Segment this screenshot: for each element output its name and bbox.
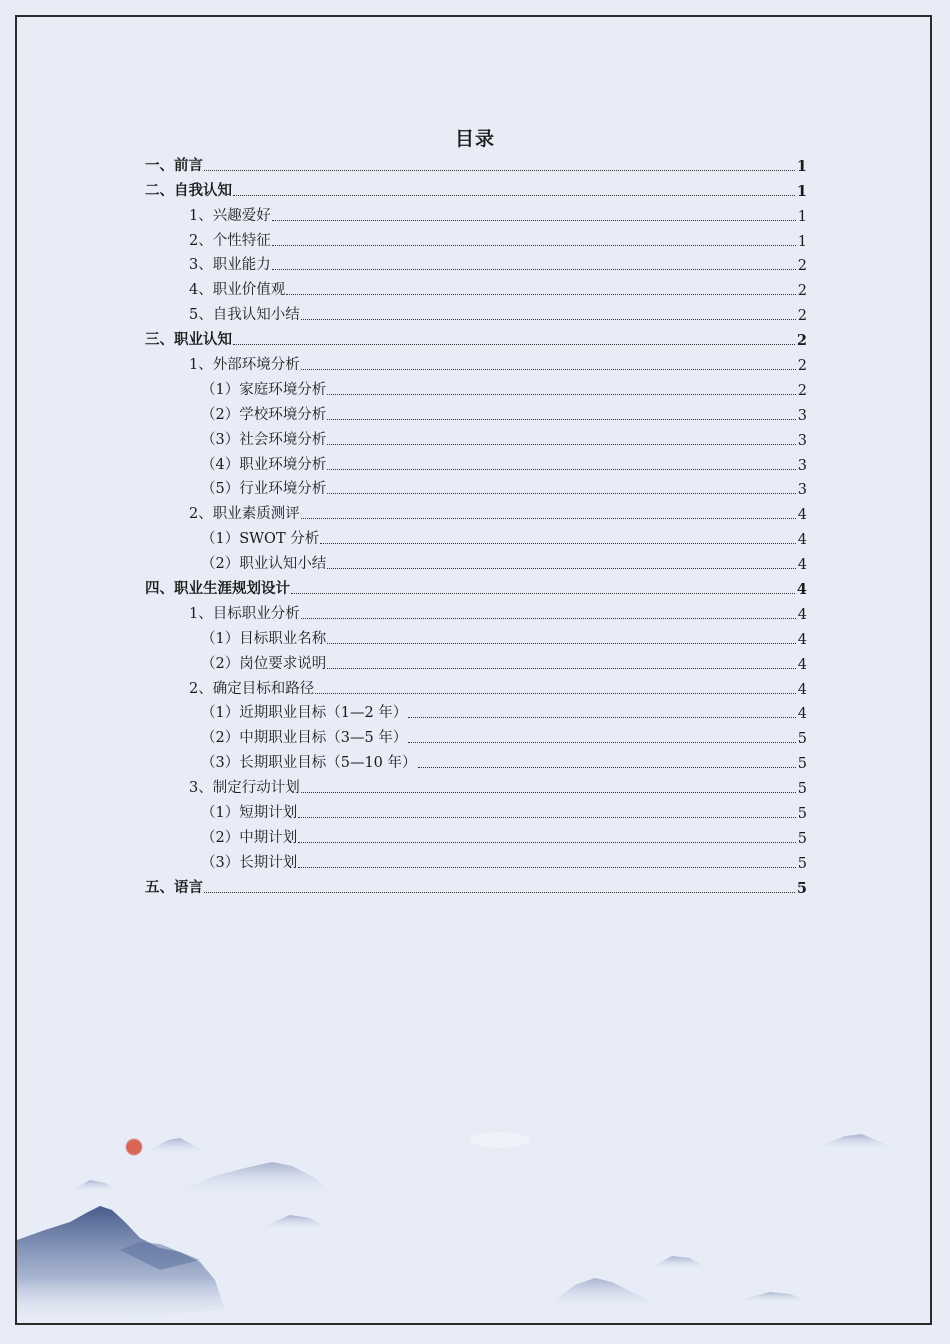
- dot-leader: [327, 568, 796, 569]
- dot-leader: [301, 369, 796, 370]
- toc-entry-label: 二、自我认知: [145, 181, 232, 199]
- distant-mountain: [650, 1256, 710, 1270]
- toc-entry[interactable]: [145, 449, 807, 474]
- distant-mountain: [260, 1215, 330, 1230]
- toc-entry[interactable]: [145, 225, 807, 250]
- toc-entry[interactable]: [145, 822, 807, 847]
- mountain-foreground: [555, 1278, 660, 1310]
- toc-entry-label: （4）职业环境分析: [201, 456, 327, 473]
- toc-entry-label: （5）行业环境分析: [201, 481, 327, 498]
- toc-entry-label: （1）短期计划: [201, 805, 298, 822]
- dot-leader: [408, 717, 795, 718]
- toc-entry-label: （2）中期职业目标（3—5 年）: [201, 730, 408, 747]
- dot-leader: [204, 892, 795, 893]
- toc-entry[interactable]: [145, 474, 807, 499]
- toc-page-number: 3: [797, 432, 807, 449]
- dot-leader: [204, 170, 795, 171]
- toc-entry[interactable]: [145, 872, 807, 897]
- dot-leader: [298, 817, 796, 818]
- toc-page-number: 4: [797, 706, 807, 723]
- toc-entry[interactable]: [145, 200, 807, 225]
- dot-leader: [327, 469, 796, 470]
- toc-entry[interactable]: [145, 175, 807, 200]
- dot-leader: [301, 518, 796, 519]
- dot-leader: [301, 319, 796, 320]
- toc-entry-label: 一、前言: [145, 156, 203, 174]
- dot-leader: [298, 842, 796, 843]
- dot-leader: [233, 344, 795, 345]
- toc-page-number: 5: [797, 806, 807, 823]
- toc-page-number: 4: [797, 681, 807, 698]
- toc-entry-label: （1）SWOT 分析: [201, 531, 320, 548]
- toc-entry-label: 五、语言: [145, 878, 203, 896]
- toc-page-number: 4: [797, 507, 807, 524]
- mountain-foreground: [17, 1206, 225, 1325]
- toc-entry[interactable]: [145, 299, 807, 324]
- toc-entry[interactable]: [145, 722, 807, 747]
- dot-leader: [298, 867, 796, 868]
- toc-entry[interactable]: [145, 623, 807, 648]
- toc-entry-label: 2、职业素质测评: [189, 506, 300, 523]
- toc-entry[interactable]: [145, 673, 807, 698]
- toc-page-number: 1: [797, 233, 807, 250]
- toc-entry-label: 5、自我认知小结: [189, 307, 300, 324]
- toc-entry-label: 1、外部环境分析: [189, 357, 300, 374]
- toc-entry[interactable]: [145, 548, 807, 573]
- dot-leader: [418, 767, 796, 768]
- toc-page-number: 4: [797, 631, 807, 648]
- dot-leader: [286, 294, 796, 295]
- toc-entry[interactable]: [145, 349, 807, 374]
- toc-entry[interactable]: [145, 772, 807, 797]
- toc-page-number: 5: [797, 756, 807, 773]
- toc-entry-label: 四、职业生涯规划设计: [145, 580, 290, 598]
- toc-title: 目录: [454, 128, 495, 150]
- dot-leader: [272, 245, 796, 246]
- toc-page-number: 5: [797, 781, 807, 798]
- toc-page-number: 1: [797, 208, 807, 225]
- toc-entry[interactable]: [145, 847, 807, 872]
- toc-entry[interactable]: [145, 797, 807, 822]
- toc-entry[interactable]: [145, 150, 807, 175]
- dot-leader: [327, 668, 796, 669]
- toc-entry-label: （1）目标职业名称: [201, 630, 327, 647]
- toc-page-number: 5: [797, 855, 807, 872]
- toc-entry[interactable]: [145, 424, 807, 449]
- toc-entry[interactable]: [145, 374, 807, 399]
- toc-page-number: 2: [797, 382, 807, 399]
- dot-leader: [408, 742, 795, 743]
- distant-mountain: [68, 1180, 120, 1192]
- toc-entry-label: （3）社会环境分析: [201, 431, 327, 448]
- toc-entry-label: （2）职业认知小结: [201, 556, 327, 573]
- toc-entry-label: （2）学校环境分析: [201, 406, 327, 423]
- dot-leader: [327, 643, 796, 644]
- red-sun: [125, 1138, 143, 1156]
- toc-entry[interactable]: [145, 747, 807, 772]
- distant-mountain: [170, 1162, 335, 1196]
- toc-entry[interactable]: [145, 598, 807, 623]
- toc-page-number: 5: [797, 830, 807, 847]
- toc-entry-label: 2、确定目标和路径: [189, 680, 315, 697]
- toc-page-number: 2: [797, 283, 807, 300]
- dot-leader: [327, 394, 796, 395]
- toc-entry-label: 3、职业能力: [189, 257, 271, 274]
- toc-page-number: 1: [796, 157, 807, 175]
- dot-leader: [301, 618, 796, 619]
- distant-mountain: [150, 1138, 210, 1154]
- dot-leader: [327, 419, 796, 420]
- toc-page-number: 3: [797, 482, 807, 499]
- toc-page-number: 4: [797, 606, 807, 623]
- dot-leader: [301, 792, 796, 793]
- toc-entry[interactable]: [145, 498, 807, 523]
- toc-page-number: 3: [797, 457, 807, 474]
- dot-leader: [327, 444, 796, 445]
- toc-entry-label: 3、制定行动计划: [189, 780, 300, 797]
- toc-page-number: 4: [797, 557, 807, 574]
- toc-entry[interactable]: [145, 250, 807, 275]
- toc-page-number: 2: [796, 332, 807, 350]
- toc-entry[interactable]: [145, 648, 807, 673]
- dot-leader: [233, 195, 795, 196]
- toc-entry[interactable]: [145, 274, 807, 299]
- toc-page-number: 4: [797, 656, 807, 673]
- dot-leader: [272, 220, 796, 221]
- dot-leader: [327, 493, 796, 494]
- toc-entry[interactable]: [145, 698, 807, 723]
- toc-page-number: 5: [796, 879, 807, 897]
- toc-entry[interactable]: [145, 523, 807, 548]
- toc-entry[interactable]: [145, 399, 807, 424]
- toc-entry[interactable]: [145, 324, 807, 349]
- mountain-foreground: [740, 1292, 810, 1302]
- toc-page-number: 2: [797, 308, 807, 325]
- toc-entry-label: 三、职业认知: [145, 331, 232, 349]
- toc-entry-label: 4、职业价值观: [189, 282, 286, 299]
- toc-entry-label: （1）家庭环境分析: [201, 381, 327, 398]
- toc-page-number: 3: [797, 407, 807, 424]
- toc-entry-label: 2、个性特征: [189, 232, 271, 249]
- toc-page-number: 5: [797, 731, 807, 748]
- toc-page-number: 4: [797, 532, 807, 549]
- toc-page-number: 2: [797, 358, 807, 375]
- dot-leader: [272, 269, 796, 270]
- toc-entry-label: （3）长期职业目标（5—10 年）: [201, 755, 417, 772]
- toc-entry-label: 1、目标职业分析: [189, 605, 300, 622]
- dot-leader: [291, 593, 795, 594]
- mist: [470, 1132, 530, 1148]
- table-of-contents: [145, 150, 807, 897]
- toc-entry-label: （3）长期计划: [201, 854, 298, 871]
- toc-entry-label: （2）岗位要求说明: [201, 655, 327, 672]
- toc-entry-label: 1、兴趣爱好: [189, 207, 271, 224]
- dot-leader: [315, 693, 796, 694]
- toc-entry-label: （2）中期计划: [201, 829, 298, 846]
- toc-page-number: 4: [796, 581, 807, 599]
- toc-entry-label: （1）近期职业目标（1—2 年）: [201, 705, 408, 722]
- distant-mountain: [815, 1134, 900, 1150]
- toc-page-number: 1: [796, 182, 807, 200]
- dot-leader: [320, 543, 796, 544]
- toc-entry[interactable]: [145, 573, 807, 598]
- toc-page-number: 2: [797, 258, 807, 275]
